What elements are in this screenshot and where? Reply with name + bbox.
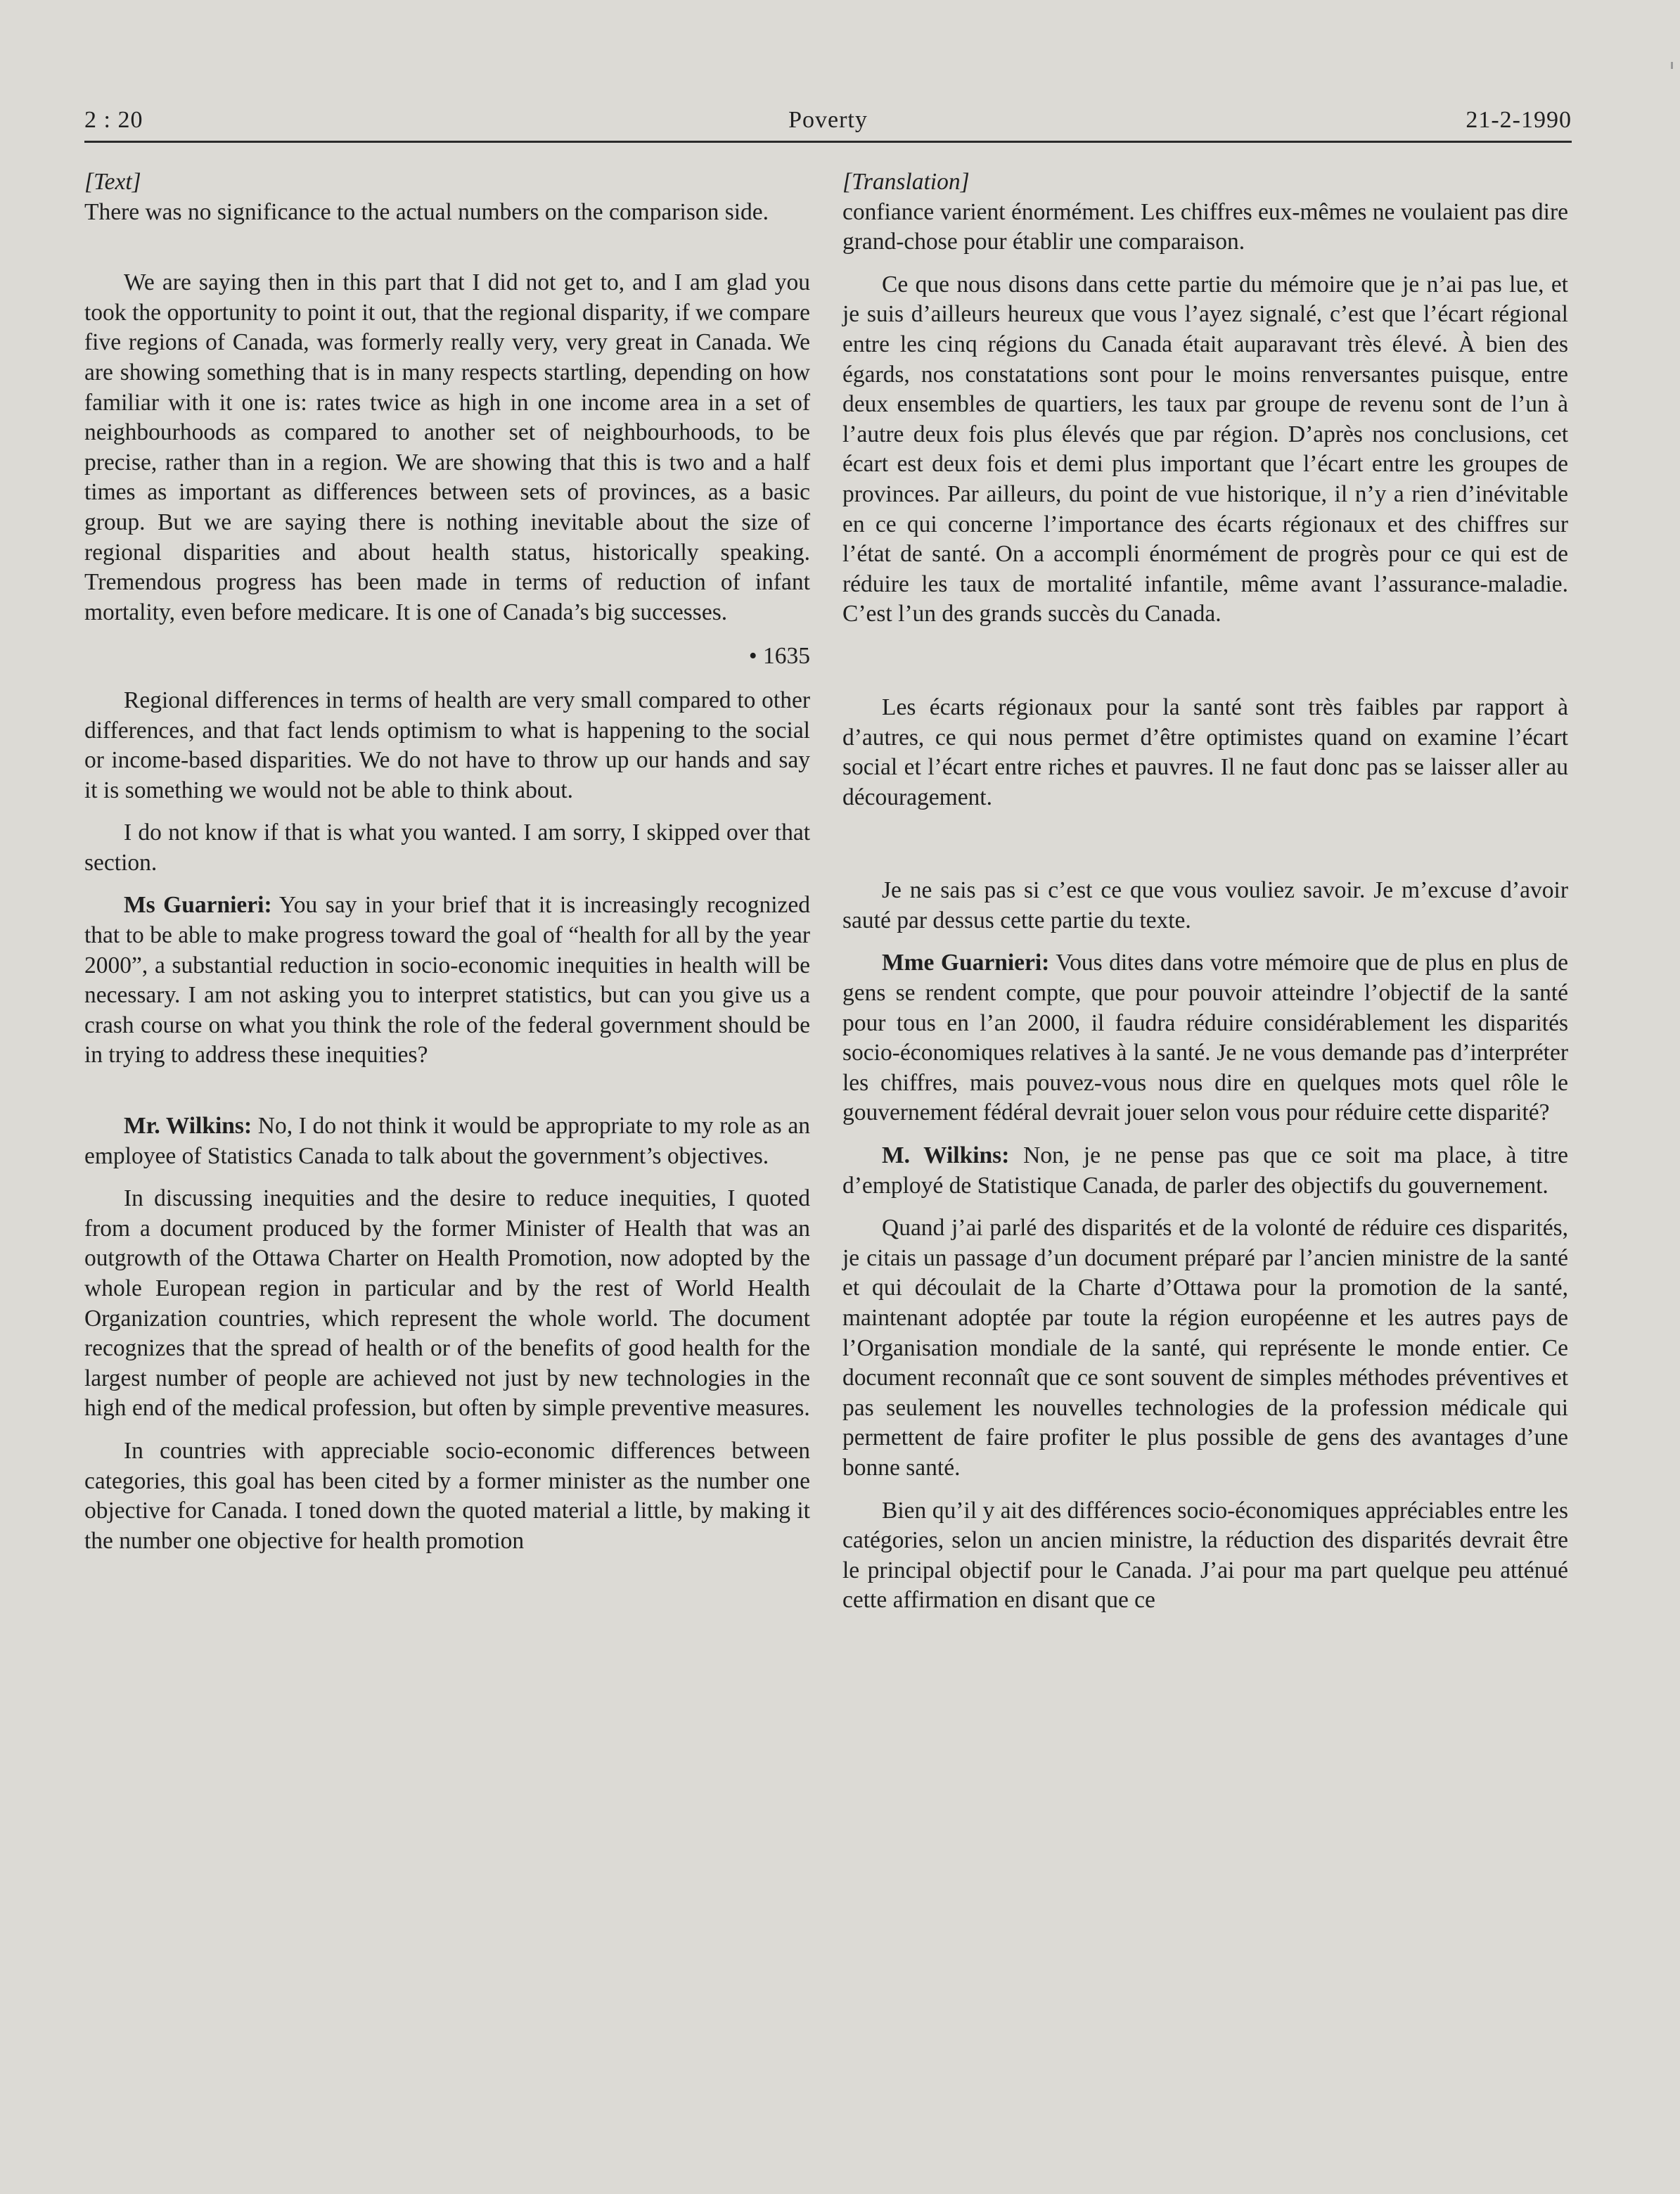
- paragraph: Regional differences in terms of health are very small compared to other differences, and that fact lends optimism to what is happening to the social or income-based disparities. We do not have to throw up our hands and say it is something we would not be able to think about.: [84, 687, 810, 803]
- header-date: 21-2-1990: [1466, 107, 1572, 133]
- margin-mark: [1671, 62, 1673, 69]
- paragraph: Je ne sais pas si c’est ce que vous vouliez savoir. Je m’excuse d’avoir sauté par dessus cette partie du texte.: [842, 877, 1568, 933]
- speech-text: You say in your brief that it is increasingly recognized that to be able to make progress toward the goal of “health for all by the year 2000”, a substantial reduction in socio-economic inequities in health will be necessary. I am not asking you to interpret statistics, but can you give us a crash course on what you think the role of the federal government should be in trying to address these inequities?: [84, 892, 811, 1069]
- running-title: Poverty: [788, 107, 868, 133]
- paragraph: There was no significance to the actual numbers on the comparison side.: [84, 198, 769, 225]
- speaker-name: Ms Guarnieri:: [124, 892, 272, 919]
- speaker-paragraph: [842, 1141, 1568, 1201]
- time-marker: • 1635: [748, 643, 810, 670]
- translation-tag: [Translation]: [842, 169, 970, 195]
- speaker-name: Mme Guarnieri:: [882, 950, 1050, 976]
- speaker-name: M. Wilkins:: [882, 1142, 1010, 1169]
- speech-text: Vous dites dans votre mémoire que de plus en plus de gens se rendent compte, que pour pouvoir atteindre l’objectif de la santé pour tous en l’an 2000, il faudra réduire considérablement les disparités socio-économiques relatives à la santé. Je ne vous demande pas d’interpréter les chiffres, mais pouvez-vous nous dire en quelques mots quel rôle le gouvernement fédéral devrait jouer selon vous pour réduire cette disparité?: [842, 950, 1569, 1126]
- paragraph: Bien qu’il y ait des différences socio-économiques appréciables entre les catégories, selon un ancien ministre, la réduction des disparités devrait être le principal objectif pour le Canada. J’ai pour ma part quelque peu atténué cette affirmation en disant que ce: [842, 1497, 1568, 1614]
- text-tag: [Text]: [84, 169, 141, 195]
- paragraph: Les écarts régionaux pour la santé sont très faibles par rapport à d’autres, ce qui nous permet d’être optimistes quand on examine l’écart social et l’écart entre riches et pauvres. Il ne faut donc pas se laisser aller au découragement.: [842, 694, 1568, 810]
- paragraph: confiance varient énormément. Les chiffres eux-mêmes ne voulaient pas dire grand-chose pour établir une comparaison.: [842, 198, 1568, 255]
- page-number: 2 : 20: [84, 107, 143, 133]
- paragraph: Quand j’ai parlé des disparités et de la volonté de réduire ces disparités, je citais un passage d’un document préparé par l’ancien ministre de la santé et qui découlait de la Charte d’Ottawa pour la promotion de la santé, maintenant adoptée par toute la région européenne et les autres pays de l’Organisation mondiale de la santé, qui représente le monde entier. Ce document reconnaît que ce sont souvent de simples méthodes préventives et pas seulement les nouvelles technologies de la profession médicale qui permettent de faire profiter le plus possible de gens des avantages d’une bonne santé.: [842, 1215, 1568, 1481]
- speaker-paragraph: [84, 891, 810, 1071]
- speech-text: No, I do not think it would be appropriate to my role as an employee of Statistics Canada to talk about the government’s objectives.: [84, 1113, 810, 1169]
- page-header: [84, 107, 1572, 142]
- paragraph: We are saying then in this part that I did not get to, and I am glad you took the opportunity to point it out, that the regional disparity, if we compare five regions of Canada, was formerly really very, very great in Canada. We are showing something that is in many respects startling, depending on how familiar with it one is: rates twice as high in one income area in a set of neighbourhoods as compared to another set of neighbourhoods, to be precise, rather than in a region. We are showing that this is two and a half times as important as differences between sets of provinces, as a basic group. But we are saying there is nothing inevitable about the size of regional disparities and about health status, historically speaking. Tremendous progress has been made in terms of reduction of infant mortality, even before medicare. It is one of Canada’s big successes.: [84, 269, 810, 625]
- paragraph: I do not know if that is what you wanted. I am sorry, I skipped over that section.: [84, 819, 810, 876]
- paragraph: In discussing inequities and the desire to reduce inequities, I quoted from a document produced by the former Minister of Health that was an outgrowth of the Ottawa Charter on Health Promotion, now adopted by the whole European region in particular and by the rest of World Health Organization countries, which represent the whole world. The document recognizes that the spread of health or of the benefits of good health for the largest number of people are achieved not just by new technologies in the high end of the medical profession, but often by simple preventive measures.: [84, 1185, 810, 1422]
- speaker-paragraph: [842, 948, 1568, 1128]
- french-column: [842, 167, 1568, 1616]
- header-rule: [84, 141, 1572, 143]
- english-column: [84, 167, 810, 1556]
- speech-text: Non, je ne pense pas que ce soit ma place, à titre d’employé de Statistique Canada, de parler des objectifs du gouvernement.: [842, 1142, 1568, 1199]
- speaker-paragraph: [84, 1111, 810, 1171]
- paragraph: Ce que nous disons dans cette partie du mémoire que je n’ai pas lue, et je suis d’ailleurs heureux que vous l’ayez signalé, c’est que l’écart régional entre les cinq régions du Canada était auparavant très élevé. À bien des égards, nos constatations sont pour le moins renversantes puisque, entre deux ensembles de quartiers, les taux par groupe de revenu sont de l’un à l’autre deux fois plus élevés que par région. D’après nos conclusions, cet écart est deux fois et demi plus important que l’écart entre les groupes de provinces. Par ailleurs, du point de vue historique, il n’y a rien d’inévitable en ce qui concerne l’importance des écarts régionaux et des chiffres sur l’état de santé. On a accompli énormément de progrès pour ce qui est de réduire les taux de mortalité infantile, même avant l’assurance-maladie. C’est l’un des grands succès du Canada.: [842, 271, 1568, 627]
- paragraph: In countries with appreciable socio-economic differences between categories, this goal has been cited by a former minister as the number one objective for Canada. I toned down the quoted material a little, by making it the number one objective for health promotion: [84, 1437, 810, 1554]
- speaker-name: Mr. Wilkins:: [124, 1113, 252, 1140]
